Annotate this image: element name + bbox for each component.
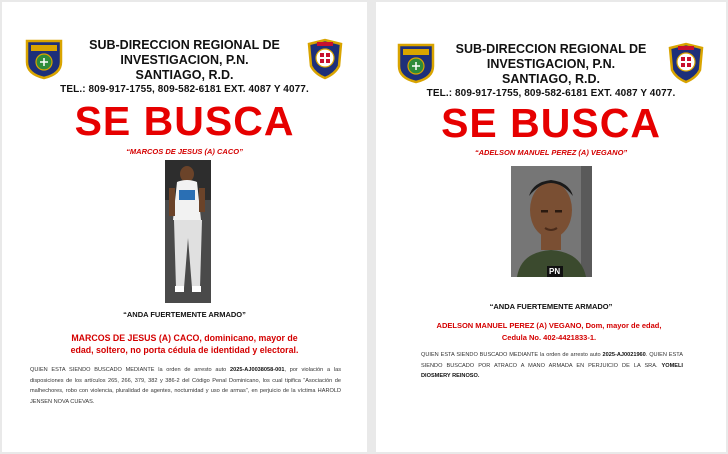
warrant-number: 2025-AJ0021960 xyxy=(602,352,646,358)
header-title-line2: INVESTIGACION, P.N. xyxy=(486,57,616,71)
header-title-line1: SUB-DIRECCION REGIONAL DE xyxy=(455,42,647,56)
suspect-alias: “MARCOS DE JESUS (A) CACO” xyxy=(126,147,243,156)
warrant-details: . QUIEN ESTA SIENDO BUSCADO POR ATRACO A MANO ARMADA EN PERJUICIO DE LA SRA. xyxy=(421,352,683,369)
header-title-line3: SANTIAGO, R.D. xyxy=(135,68,234,82)
warrant-number: 2025-AJ0038058-001 xyxy=(230,367,285,373)
armed-warning: “ANDA FUERTEMENTE ARMADO” xyxy=(489,302,613,311)
suspect-photo xyxy=(511,166,592,277)
wanted-poster-1 xyxy=(2,2,367,452)
armed-warning: “ANDA FUERTEMENTE ARMADO” xyxy=(123,310,246,319)
header-title-line2: INVESTIGACION, P.N. xyxy=(120,53,249,67)
suspect-name-line2: Cedula No. 402-4421833-1. xyxy=(501,333,597,342)
se-busca-headline: SE BUSCA xyxy=(74,98,295,144)
warrant-intro: QUIEN ESTA SIENDO BUSCADO MEDIANTE la orden de arresto auto xyxy=(421,352,603,358)
header-title-line1: SUB-DIRECCION REGIONAL DE xyxy=(89,38,280,52)
suspect-alias: “ADELSON MANUEL PEREZ (A) VEGANO” xyxy=(474,148,628,157)
suspect-name-line1: MARCOS DE JESUS (A) CACO, dominicano, mayor de xyxy=(71,333,298,343)
photo-tag: PN xyxy=(549,267,561,276)
header-title-line3: SANTIAGO, R.D. xyxy=(502,72,600,86)
se-busca-headline: SE BUSCA xyxy=(441,100,661,146)
header-phone: TEL.: 809-917-1755, 809-582-6181 EXT. 4087 Y 4077. xyxy=(60,84,309,95)
wanted-poster-2 xyxy=(376,2,726,452)
warrant-details: , por violación a las disposiciones de los artículos 265, 266, 379, 382 y 386-2 del Código Penal Dominicano, los cual tipifica “Asociación de malhechores, robo con violencia, pluralidad de agentes, nocturnidad y uso de armas”, en perjuicio de la víctima HAROLD JENSEN NOVA CUEVAS. xyxy=(30,367,341,405)
warrant-description xyxy=(30,365,341,407)
header-phone: TEL.: 809-917-1755, 809-582-6181 EXT. 4087 Y 4077. xyxy=(426,88,676,99)
victim-name: YOMELI DIOSMERY REINOSO. xyxy=(421,362,683,380)
suspect-name-line1: ADELSON MANUEL PEREZ (A) VEGANO, Dom, mayor de edad, xyxy=(436,321,662,330)
suspect-photo xyxy=(165,160,211,303)
warrant-description xyxy=(421,350,683,382)
warrant-intro: QUIEN ESTA SIENDO BUSCADO MEDIANTE la orden de arresto auto xyxy=(30,367,230,373)
suspect-name-line2: edad, soltero, no porta cédula de identidad y electoral. xyxy=(70,345,299,355)
